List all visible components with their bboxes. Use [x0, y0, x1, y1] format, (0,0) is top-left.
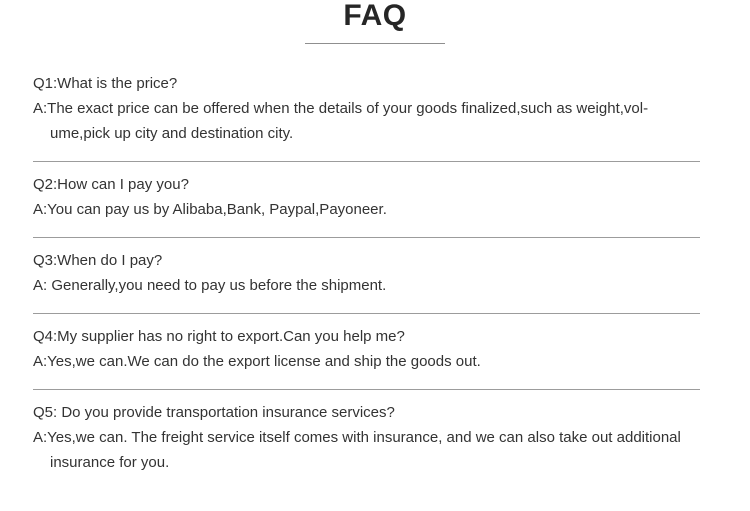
faq-divider	[33, 161, 700, 162]
faq-answer-line: ume,pick up city and destination city.	[50, 125, 294, 142]
faq-question: Q2:How can I pay you?	[33, 176, 189, 193]
faq-answer	[33, 197, 700, 222]
faq-answer-line: A: Generally,you need to pay us before the shipment.	[33, 277, 387, 294]
faq-answer	[33, 96, 700, 146]
faq-answer	[33, 425, 700, 475]
faq-question: Q1:What is the price?	[33, 75, 178, 92]
faq-title: FAQ	[343, 0, 407, 32]
faq-item-4	[33, 324, 700, 374]
faq-question: Q3:When do I pay?	[33, 252, 163, 269]
faq-answer-line: insurance for you.	[50, 454, 170, 471]
faq-divider	[33, 313, 700, 314]
faq-divider	[33, 389, 700, 390]
faq-answer	[33, 273, 700, 298]
faq-list	[0, 44, 750, 475]
faq-answer-line: A:Yes,we can. The freight service itself comes with insurance, and we can also take out additional	[33, 429, 681, 446]
faq-item-5	[33, 400, 700, 475]
faq-answer-line: A:Yes,we can.We can do the export license and ship the goods out.	[33, 353, 481, 370]
faq-header	[0, 0, 750, 44]
faq-question: Q4:My supplier has no right to export.Can you help me?	[33, 328, 405, 345]
faq-item-2	[33, 172, 700, 222]
faq-item-1	[33, 71, 700, 146]
faq-divider	[33, 237, 700, 238]
faq-answer-line: A:You can pay us by Alibaba,Bank, Paypal,Payoneer.	[33, 201, 387, 218]
faq-question: Q5: Do you provide transportation insurance services?	[33, 404, 395, 421]
faq-item-3	[33, 248, 700, 298]
faq-answer	[33, 349, 700, 374]
faq-answer-line: A:The exact price can be offered when the details of your goods finalized,such as weight,vol-	[33, 100, 649, 117]
